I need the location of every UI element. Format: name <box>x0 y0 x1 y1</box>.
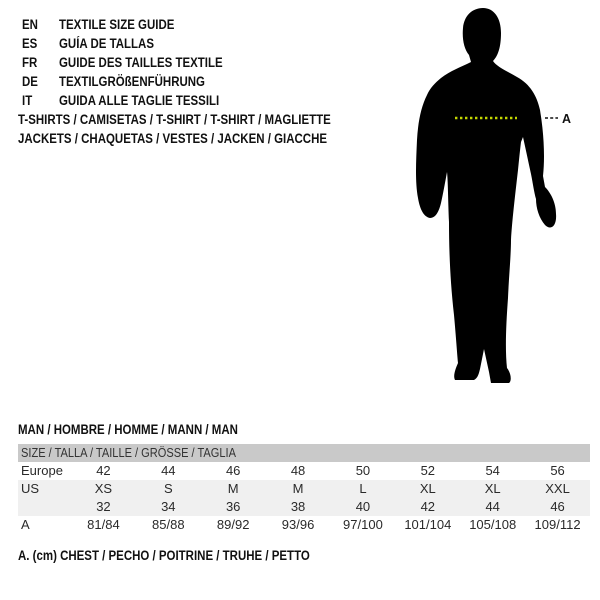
language-label: GUIDE DES TAILLES TEXTILE <box>59 55 223 70</box>
table-cell: 46 <box>225 463 241 478</box>
language-label: GUÍA DE TALLAS <box>59 36 154 51</box>
language-code <box>22 91 59 110</box>
table-cell: 54 <box>485 463 500 478</box>
table-cell: S <box>163 481 173 496</box>
table-cell: 93/96 <box>281 517 315 532</box>
man-silhouette <box>395 0 600 400</box>
language-list <box>22 15 252 110</box>
language-code-text: IT <box>22 93 33 108</box>
language-row <box>22 53 252 72</box>
category-line-jackets <box>18 129 386 148</box>
table-cell: 101/104 <box>404 517 452 532</box>
table-row-uk <box>18 498 590 516</box>
language-code <box>22 34 59 53</box>
table-cell: L <box>359 481 367 496</box>
language-row <box>22 72 252 91</box>
row-label <box>18 498 71 516</box>
language-code-text: EN <box>22 17 38 32</box>
table-cell: XS <box>94 481 113 496</box>
category-line-jackets-text: JACKETS / CHAQUETAS / VESTES / JACKEN / GIACCHE <box>18 131 328 146</box>
table-cell: M <box>227 481 239 496</box>
table-cell: 44 <box>161 463 176 478</box>
table-cell: 34 <box>161 499 176 514</box>
language-code <box>22 72 59 91</box>
language-code-text: ES <box>22 36 38 51</box>
table-row-chest-a <box>18 516 590 534</box>
category-block <box>18 110 386 148</box>
language-code-text: DE <box>22 74 38 89</box>
table-cell: XL <box>484 481 501 496</box>
language-code <box>22 53 59 72</box>
language-row <box>22 91 252 110</box>
row-label: US <box>21 481 40 496</box>
row-label: A <box>21 517 30 532</box>
size-table-header <box>18 444 590 462</box>
language-row <box>22 15 252 34</box>
table-cell: 97/100 <box>343 517 383 532</box>
row-label: Europe <box>21 463 63 478</box>
size-table <box>18 444 590 534</box>
table-cell: 44 <box>485 499 500 514</box>
size-table-header-text: SIZE / TALLA / TAILLE / GRÖSSE / TAGLIA <box>21 445 236 460</box>
language-label: TEXTILE SIZE GUIDE <box>59 17 175 32</box>
measurement-footnote <box>18 548 361 563</box>
man-silhouette-shape <box>416 8 556 383</box>
table-cell: 85/88 <box>152 517 185 532</box>
table-cell: 40 <box>355 499 371 514</box>
measurement-footnote-text: A. (cm) CHEST / PECHO / POITRINE / TRUHE / PETTO <box>18 548 310 563</box>
table-cell: 42 <box>96 463 111 478</box>
language-label: GUIDA ALLE TAGLIE TESSILI <box>59 93 220 108</box>
table-cell: 105/108 <box>469 517 517 532</box>
table-row-europe <box>18 462 590 480</box>
table-cell: 50 <box>355 463 371 478</box>
table-cell: XL <box>419 481 436 496</box>
table-cell: M <box>292 481 304 496</box>
section-title-man-text: MAN / HOMBRE / HOMME / MANN / MAN <box>18 422 238 437</box>
table-cell: 32 <box>96 499 111 514</box>
table-cell: 38 <box>290 499 306 514</box>
table-cell: 36 <box>225 499 241 514</box>
table-cell: 46 <box>550 499 565 514</box>
table-cell: 52 <box>420 463 436 478</box>
table-cell: 56 <box>550 463 565 478</box>
table-cell: 48 <box>290 463 306 478</box>
language-label: TEXTILGRÖßENFÜHRUNG <box>59 74 205 89</box>
language-code-text: FR <box>22 55 38 70</box>
category-line-tshirts <box>18 110 386 129</box>
language-row <box>22 34 252 53</box>
table-cell: 89/92 <box>216 517 250 532</box>
language-code <box>22 15 59 34</box>
table-cell: 42 <box>420 499 436 514</box>
section-title-man <box>18 420 277 439</box>
table-cell: 109/112 <box>534 517 581 532</box>
measure-label-a: A <box>562 112 572 126</box>
category-line-tshirts-text: T-SHIRTS / CAMISETAS / T-SHIRT / T-SHIRT / MAGLIETTE <box>18 112 331 127</box>
table-row-us <box>18 480 590 498</box>
table-cell: XXL <box>545 481 570 496</box>
table-cell: 81/84 <box>87 517 120 532</box>
